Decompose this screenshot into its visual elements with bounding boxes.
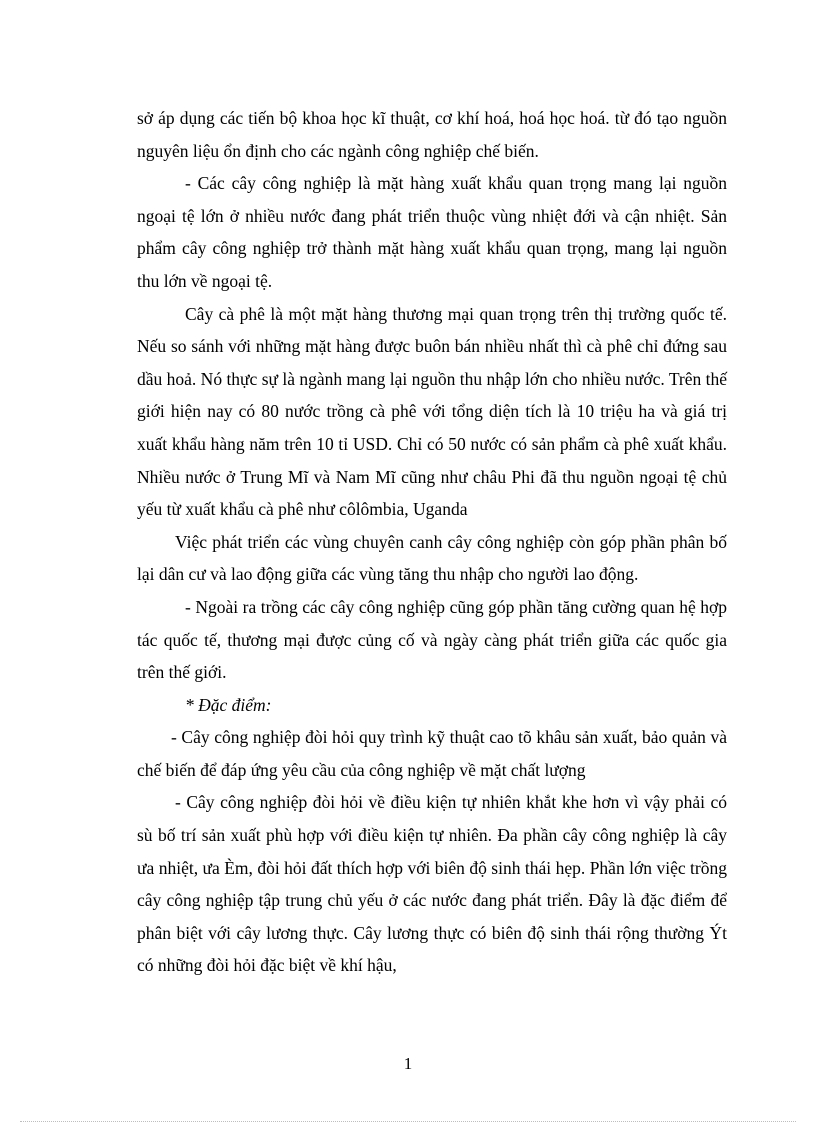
paragraph-natural-conditions: - Cây công nghiệp đòi hỏi về điều kiện tự nhiên khắt khe hơn vì vậy phải có sù bố trí sản xuất phù hợp với điều kiện tự nhiên. Đa phần cây công nghiệp là cây ưa nhiệt, ưa Èm, đòi hỏi đất thích hợp với biên độ sinh thái hẹp. Phần lớn việc trồng cây công nghiệp tập trung chủ yếu ở các nước đang phát triển. Đây là đặc điểm để phân biệt với cây lương thực. Cây lương thực có biên độ sinh thái rộng thường Ýt có những đòi hỏi đặc biệt về khí hậu, [137, 792, 727, 976]
paragraph-export-importance: - Các cây công nghiệp là mặt hàng xuất khẩu quan trọng mang lại nguồn ngoại tệ lớn ở nhiều nước đang phát triển thuộc vùng nhiệt đới và cận nhiệt. Sản phẩm cây công nghiệp trở thành mặt hàng xuất khẩu quan trọng, mang lại nguồn thu lớn về ngoại tệ. [137, 173, 727, 291]
body-text [137, 102, 727, 982]
section-heading-characteristics: * Đặc điểm: [185, 694, 272, 715]
paragraph-continuation: sở áp dụng các tiến bộ khoa học kĩ thuật, cơ khí hoá, hoá học hoá. từ đó tạo nguồn nguyên liệu ổn định cho các ngành công nghiệp chế biến. [137, 108, 727, 161]
paragraph-international-cooperation: - Ngoài ra trồng các cây công nghiệp cũng góp phần tăng cường quan hệ hợp tác quốc tế, thương mại được củng cố và ngày càng phát triển giữa các quốc gia trên thế giới. [137, 596, 727, 683]
page-number: 1 [403, 1054, 413, 1073]
paragraph-population-redistribution: Việc phát triển các vùng chuyên canh cây công nghiệp còn góp phần phân bố lại dân cư và lao động giữa các vùng tăng thu nhập cho người lao động. [137, 531, 727, 585]
paragraph-coffee-trade: Cây cà phê là một mặt hàng thương mại quan trọng trên thị trường quốc tế. Nếu so sánh với những mặt hàng được buôn bán nhiều nhất thì cà phê chỉ đứng sau dầu hoả. Nó thực sự là ngành mang lại nguồn thu nhập lớn cho nhiều nước. Trên thế giới hiện nay có 80 nước trồng cà phê với tổng diện tích là 10 triệu ha và giá trị xuất khẩu hàng năm trên 10 tỉ USD. Chỉ có 50 nước có sản phẩm cà phê xuất khẩu. Nhiều nước ở Trung Mĩ và Nam Mĩ cũng như châu Phi đã thu nguồn ngoại tệ chủ yếu từ xuất khẩu cà phê như côlômbia, Uganda [137, 303, 727, 520]
paragraph-technical-requirements: - Cây công nghiệp đòi hỏi quy trình kỹ thuật cao tõ khâu sản xuất, bảo quản và chế biến để đáp ứng yêu cầu của công nghiệp về mặt chất lượng [137, 727, 727, 780]
page-bottom-divider [20, 1121, 796, 1122]
